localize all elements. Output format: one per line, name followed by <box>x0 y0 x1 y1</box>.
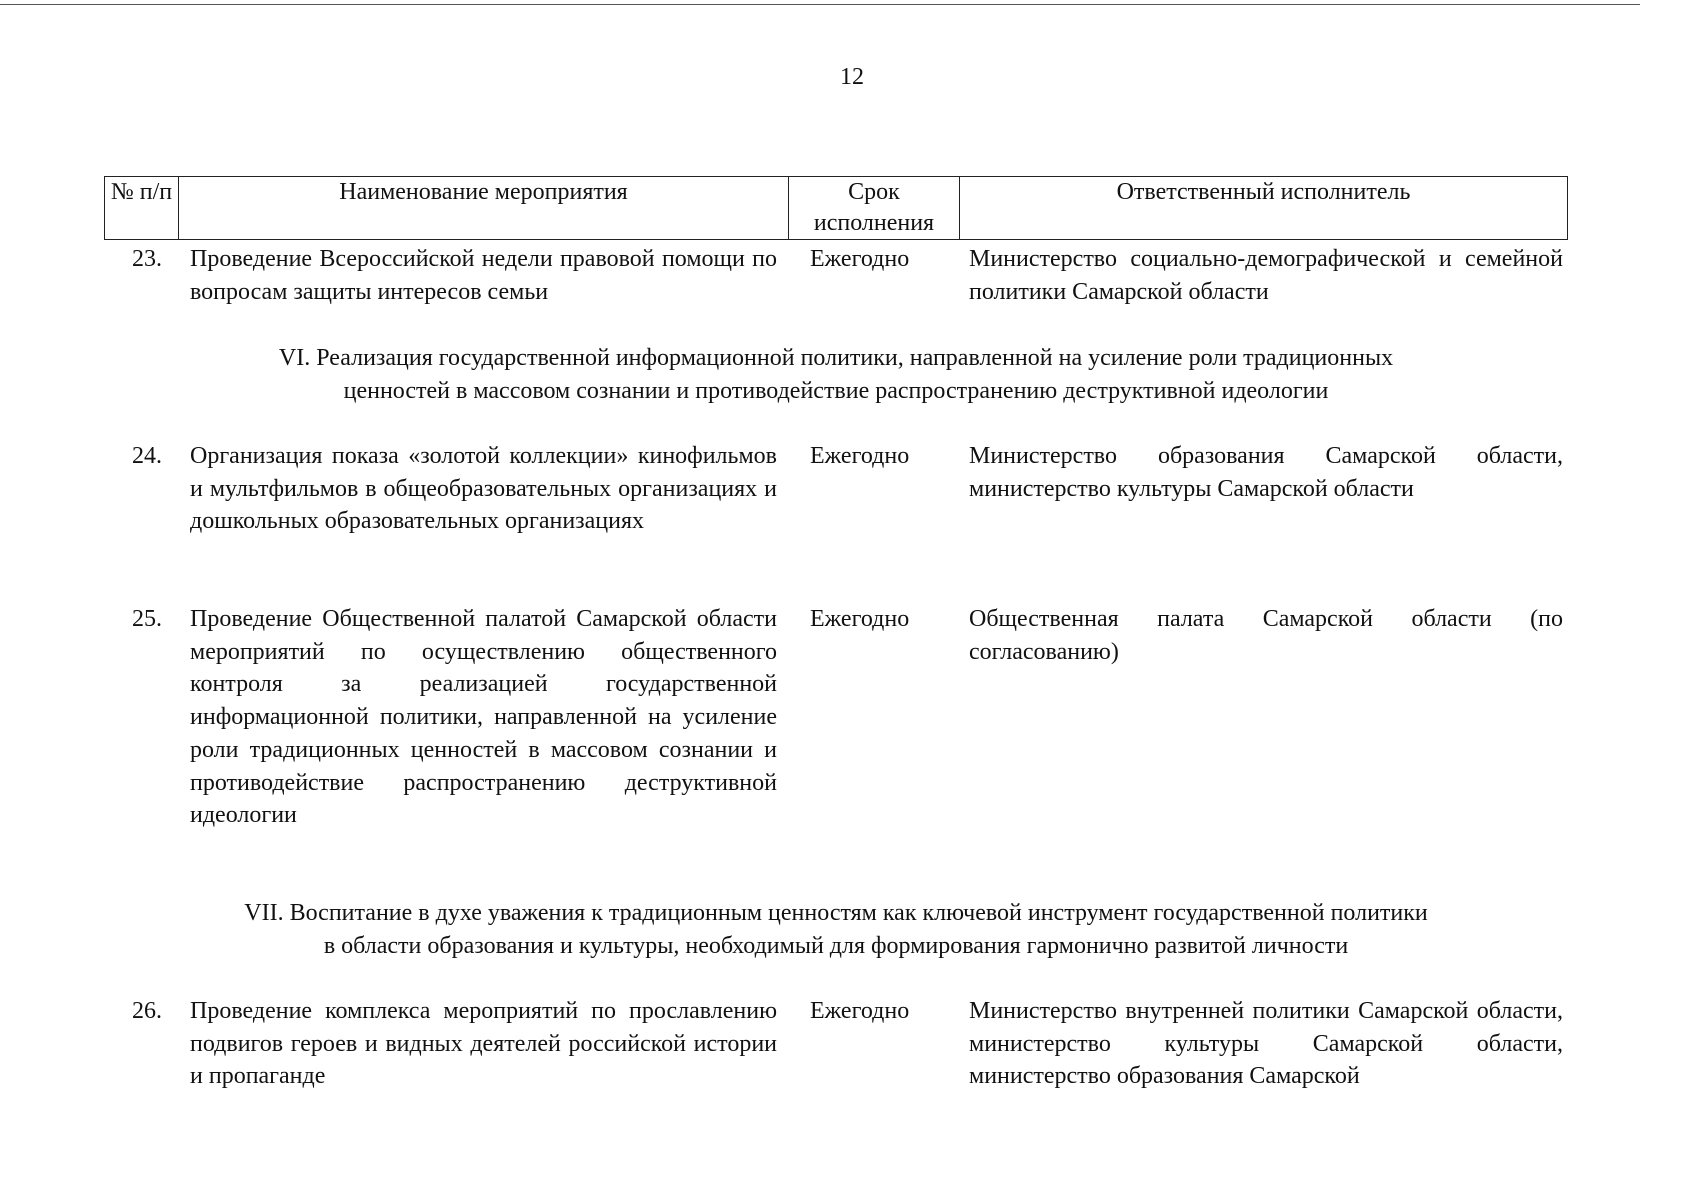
row-deadline: Ежегодно <box>810 443 910 469</box>
row-responsible: Министерство внутренней политики Самарской области, министерство культуры Самарской области, министерство образования Самарской <box>969 998 1563 1090</box>
section-heading-line: VI. Реализация государственной информационной политики, направленной на усиление роли традиционных <box>278 345 1394 371</box>
section-heading-line: VII. Воспитание в духе уважения к традиционным ценностям как ключевой инструмент государственной политики <box>244 900 1428 926</box>
row-deadline: Ежегодно <box>810 606 910 632</box>
row-deadline: Ежегодно <box>810 998 910 1024</box>
header-number: № п/п <box>105 177 179 239</box>
row-number: 23. <box>132 246 162 272</box>
section-heading <box>104 897 1568 962</box>
row-event-name: Проведение Всероссийской недели правовой помощи по вопросам защиты интересов семьи <box>190 246 777 305</box>
row-event-name: Проведение комплекса мероприятий по прославлению подвигов героев и видных деятелей российской истории и пропаганде <box>190 998 777 1090</box>
row-number: 25. <box>132 606 162 632</box>
row-event-name: Проведение Общественной палатой Самарской области мероприятий по осуществлению общественного контроля за реализацией государственной информационной политики, направленной на усиление роли традиционных ценностей в массовом сознании и противодействие распространению деструктивной идеологии <box>190 606 777 829</box>
header-responsible: Ответственный исполнитель <box>1116 179 1411 205</box>
row-responsible: Общественная палата Самарской области (по согласованию) <box>969 606 1563 665</box>
section-heading <box>104 342 1568 407</box>
page-number: 12 <box>840 64 864 90</box>
row-number: 24. <box>132 443 162 469</box>
row-responsible: Министерство социально-демографической и семейной политики Самарской области <box>969 246 1563 305</box>
header-event-name: Наименование мероприятия <box>179 177 789 239</box>
row-responsible: Министерство образования Самарской области, министерство культуры Самарской области <box>969 443 1563 502</box>
table-header <box>104 176 1568 240</box>
section-heading-line: ценностей в массовом сознании и противодействие распространению деструктивной идеологии <box>343 377 1329 404</box>
row-deadline: Ежегодно <box>810 246 910 272</box>
section-heading-line: в области образования и культуры, необходимый для формирования гармонично развитой личности <box>323 932 1349 959</box>
top-rule <box>0 4 1640 5</box>
row-number: 26. <box>132 998 162 1024</box>
header-deadline: Срок исполнения <box>789 177 960 239</box>
row-event-name: Организация показа «золотой коллекции» кинофильмов и мультфильмов в общеобразовательных организациях и дошкольных образовательных организациях <box>190 443 777 535</box>
